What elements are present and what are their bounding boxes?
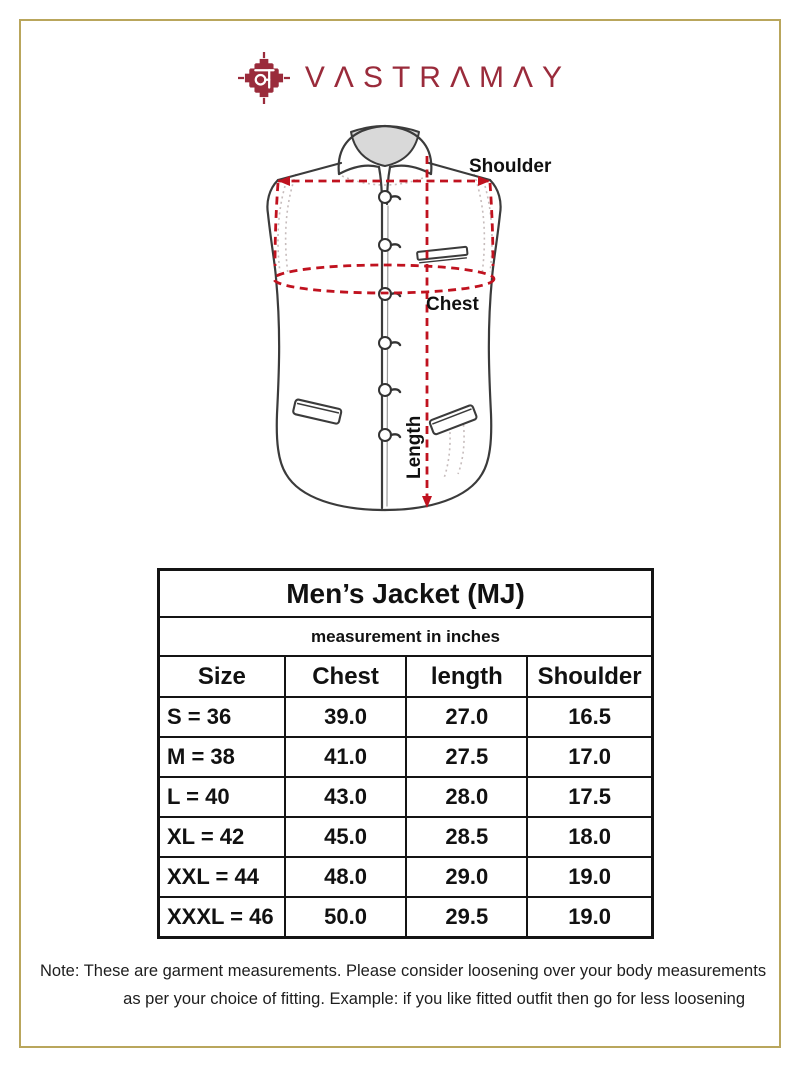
chest-cell: 48.0 bbox=[286, 858, 408, 896]
brand-name: VΛSTRΛMΛY bbox=[304, 61, 572, 94]
table-row bbox=[160, 858, 651, 898]
chest-cell: 50.0 bbox=[286, 898, 408, 936]
length-cell: 27.0 bbox=[407, 698, 528, 736]
size-cell: M = 38 bbox=[160, 738, 286, 776]
note-line-1: Note: These are garment measurements. Please consider loosening over your body measurements bbox=[40, 962, 767, 980]
garment-measurement-diagram bbox=[238, 116, 570, 560]
size-cell: L = 40 bbox=[160, 778, 286, 816]
note-line-2: as per your choice of fitting. Example: if you like fitted outfit then go for less loosening bbox=[123, 990, 745, 1008]
shoulder-label: Shoulder bbox=[469, 156, 552, 177]
chest-welt-pocket bbox=[417, 247, 468, 263]
left-hip-pocket bbox=[293, 399, 342, 424]
size-chart-table bbox=[157, 568, 654, 939]
length-cell: 27.5 bbox=[407, 738, 528, 776]
jacket-drawing bbox=[238, 116, 570, 560]
shoulder-cell: 18.0 bbox=[568, 824, 612, 849]
left-side-seam bbox=[267, 180, 385, 510]
brand-emblem-icon bbox=[238, 52, 290, 104]
size-cell: XXXL = 46 bbox=[160, 898, 286, 936]
table-row bbox=[160, 698, 651, 738]
size-cell: XL = 42 bbox=[160, 818, 286, 856]
table-row bbox=[160, 778, 651, 818]
shoulder-cell: 17.5 bbox=[568, 784, 612, 809]
length-label: Length bbox=[404, 415, 425, 479]
shoulder-cell: 17.0 bbox=[568, 744, 612, 769]
size-cell: S = 36 bbox=[160, 698, 286, 736]
shoulder-cell: 19.0 bbox=[568, 904, 612, 929]
brand-logo bbox=[0, 52, 800, 104]
length-cell: 28.5 bbox=[407, 818, 528, 856]
right-side-seam bbox=[385, 180, 501, 510]
table-row bbox=[160, 898, 651, 936]
chest-cell: 43.0 bbox=[286, 778, 408, 816]
length-cell: 28.0 bbox=[407, 778, 528, 816]
column-header-shoulder: Shoulder bbox=[537, 663, 642, 690]
chest-cell: 45.0 bbox=[286, 818, 408, 856]
chest-label: Chest bbox=[426, 294, 479, 315]
size-chart-title: Men’s Jacket (MJ) bbox=[160, 571, 651, 618]
size-chart-subtitle: measurement in inches bbox=[160, 618, 651, 657]
size-cell: XXL = 44 bbox=[160, 858, 286, 896]
note-text bbox=[40, 957, 767, 1013]
length-cell: 29.5 bbox=[407, 898, 528, 936]
shoulder-cell: 16.5 bbox=[568, 704, 612, 729]
chest-cell: 41.0 bbox=[286, 738, 408, 776]
length-cell: 29.0 bbox=[407, 858, 528, 896]
column-header-chest: Chest bbox=[286, 657, 408, 696]
table-row bbox=[160, 738, 651, 778]
table-row bbox=[160, 818, 651, 858]
jacket-outline bbox=[267, 126, 500, 510]
column-header-length: length bbox=[407, 657, 528, 696]
measurement-guides bbox=[274, 156, 494, 500]
chest-cell: 39.0 bbox=[286, 698, 408, 736]
right-hip-pocket bbox=[429, 405, 477, 435]
shoulder-cell: 19.0 bbox=[568, 864, 612, 889]
column-header-size: Size bbox=[160, 657, 286, 696]
size-chart-header-row bbox=[160, 657, 651, 698]
